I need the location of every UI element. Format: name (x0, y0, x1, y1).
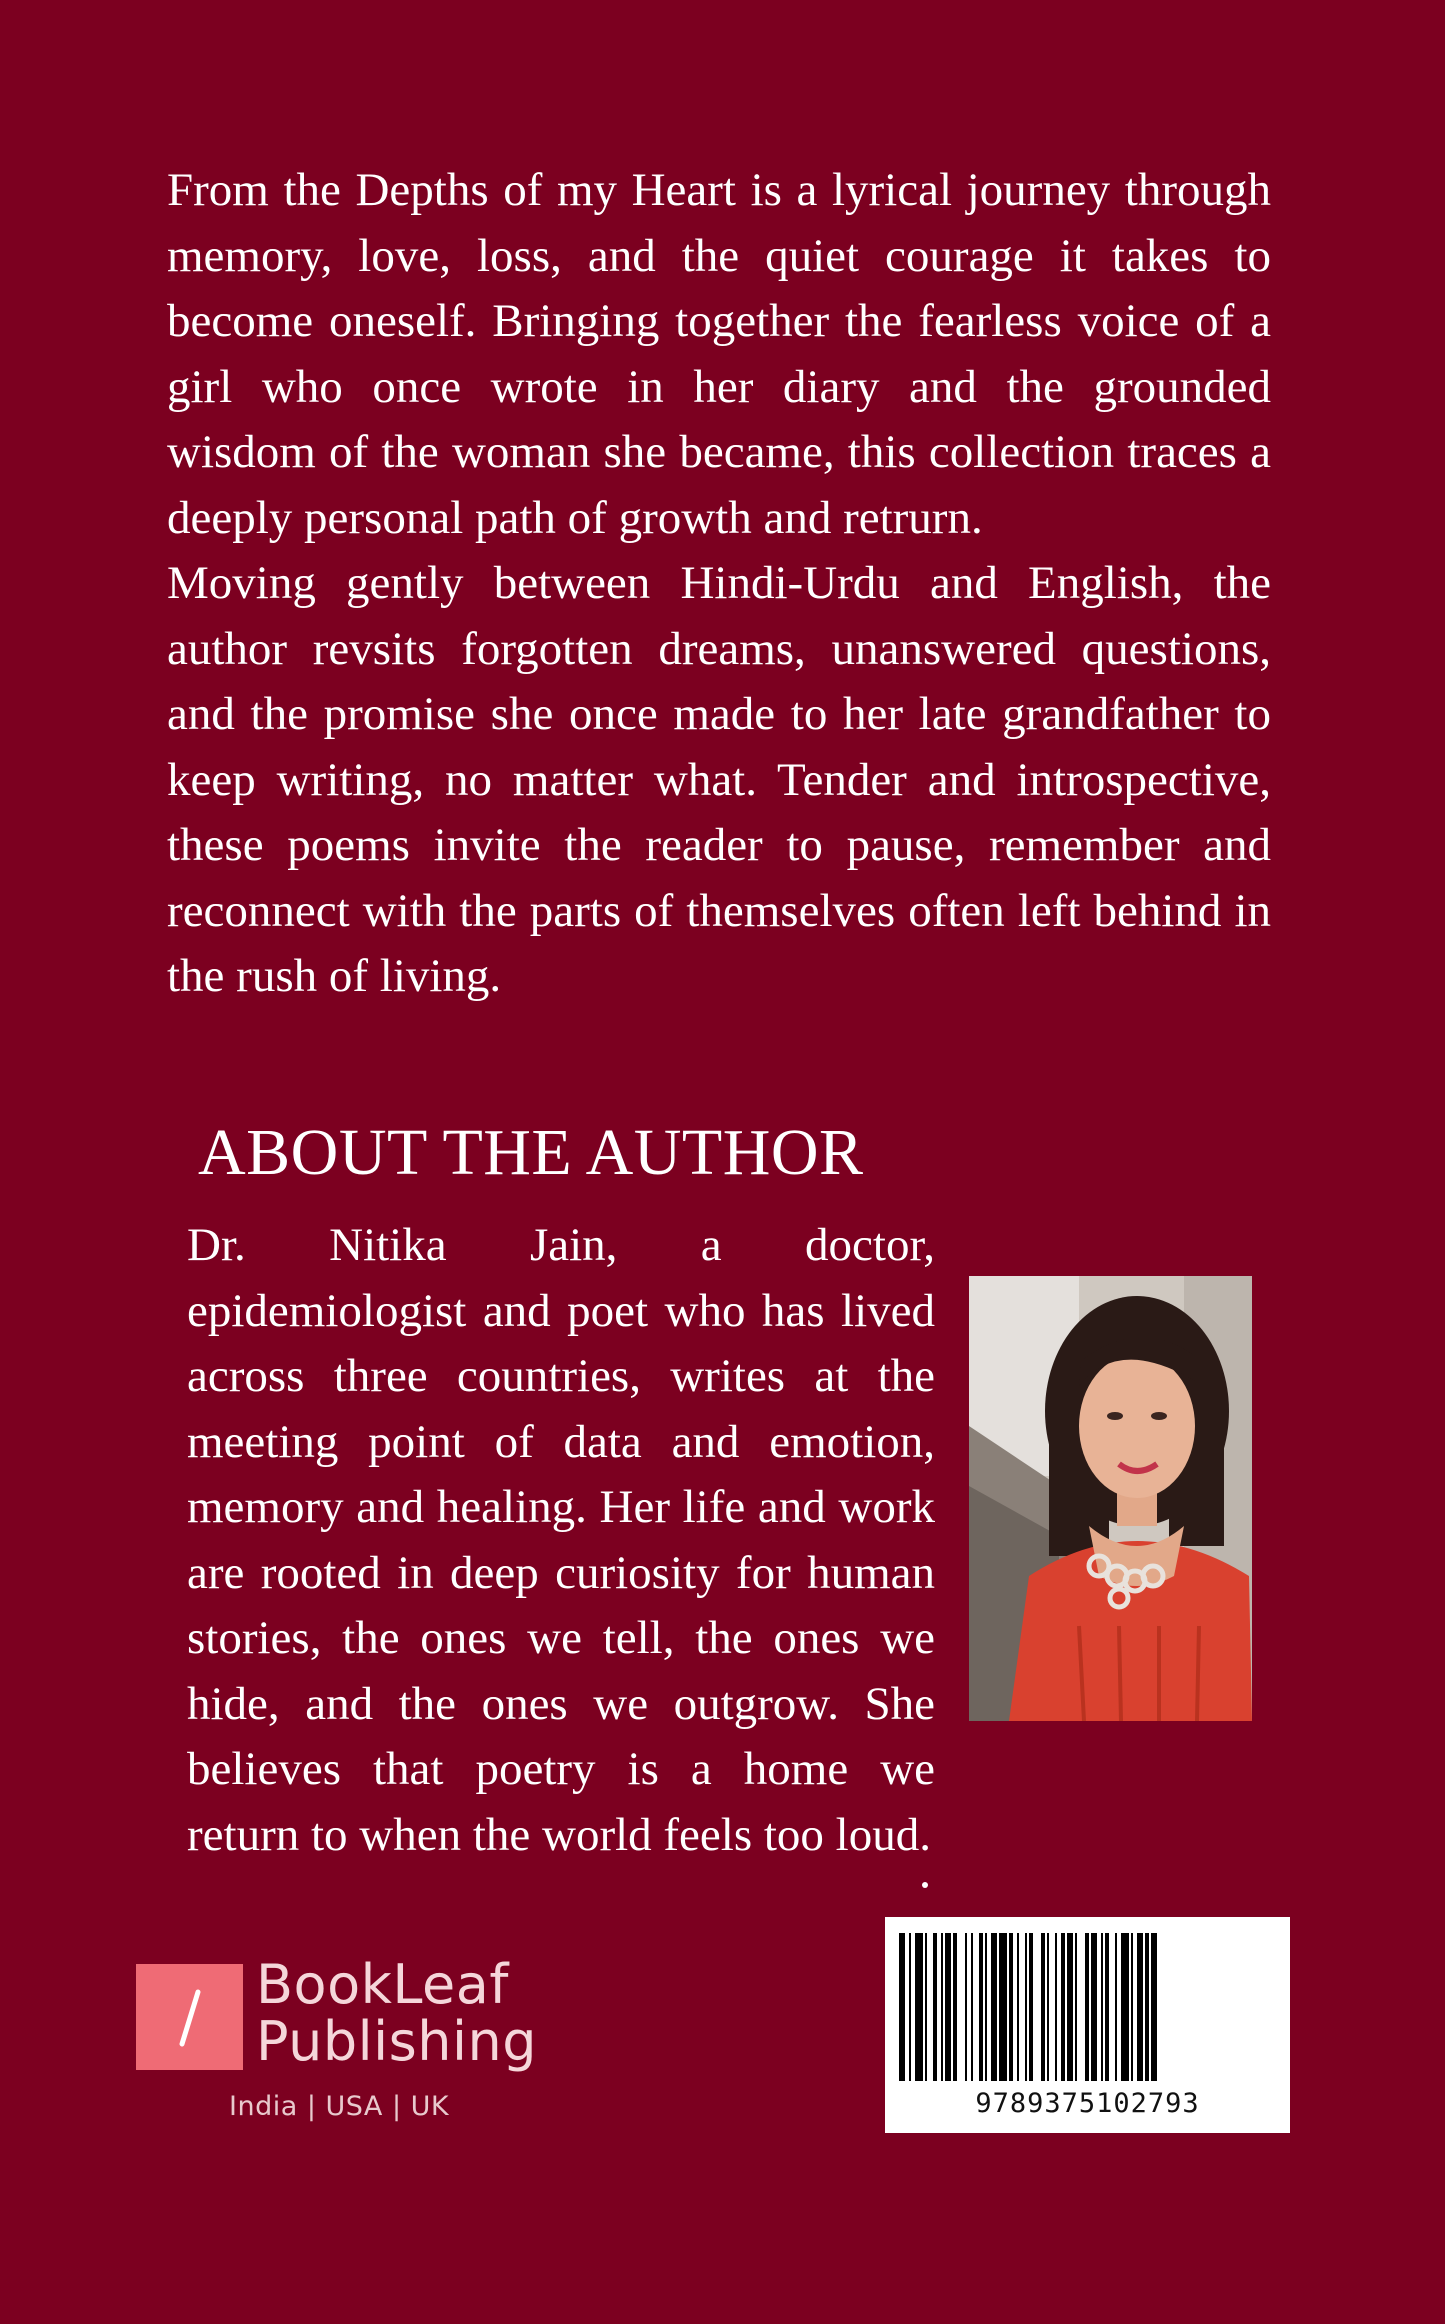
blurb-paragraph-2: Moving gently between Hindi-Urdu and English, the author revsits forgotten dreams, unanswered questions, and the promise she once made to her late grandfather to keep writing, no matter what. Tender and introspective, these poems invite the reader to pause, remember and reconnect with the parts of themselves often left behind in the rush of living. (167, 557, 1271, 1002)
barcode-bar (1085, 1933, 1089, 2081)
barcode-bar (1105, 1933, 1109, 2081)
publisher-name-line-1: BookLeaf (256, 1953, 509, 2016)
isbn-barcode (885, 1917, 1290, 2133)
barcode-bar (985, 1933, 987, 2081)
bookleaf-logo-mark (136, 1964, 243, 2070)
barcode-bar (1025, 1933, 1027, 2081)
barcode-bar (899, 1933, 905, 2081)
barcode-bar (933, 1933, 937, 2081)
back-cover-blurb (167, 158, 1271, 1010)
barcode-bar (1101, 1933, 1103, 2081)
barcode-bar (1145, 1933, 1149, 2081)
barcode-bar (1017, 1933, 1019, 2081)
author-portrait-illustration (969, 1276, 1252, 1721)
isbn-number: 9789375102793 (975, 2088, 1200, 2119)
period-mark (922, 1882, 928, 1888)
barcode-bar (1121, 1933, 1129, 2081)
barcode-bar (1067, 1933, 1073, 2081)
barcode-bar (945, 1933, 951, 2081)
barcode-bar (953, 1933, 957, 2081)
barcode-bar (1009, 1933, 1013, 2081)
barcode-bar (1029, 1933, 1033, 2081)
barcode-bar (1131, 1933, 1133, 2081)
barcode-bar (979, 1933, 983, 2081)
slash-icon (136, 1964, 243, 2070)
author-photo (969, 1276, 1252, 1721)
barcode-bar (999, 1933, 1007, 2081)
barcode-bar (965, 1933, 967, 2081)
barcode-bar (1041, 1933, 1045, 2081)
barcode-bar (971, 1933, 973, 2081)
barcode-bar (915, 1933, 923, 2081)
barcode-bar (1115, 1933, 1117, 2081)
about-author-heading: ABOUT THE AUTHOR (198, 1116, 864, 1189)
barcode-bar (1137, 1933, 1143, 2081)
barcode-bar (925, 1933, 927, 2081)
barcode-bar (1091, 1933, 1097, 2081)
barcode-bar (1055, 1933, 1057, 2081)
barcode-bar (1061, 1933, 1065, 2081)
barcode-bar (991, 1933, 997, 2081)
barcode-bar (1075, 1933, 1077, 2081)
barcode-bar (941, 1933, 943, 2081)
barcode-bar (1151, 1933, 1157, 2081)
publisher-name-line-2: Publishing (256, 2010, 537, 2073)
barcode-bars (885, 1917, 1290, 2087)
blurb-paragraph-1: From the Depths of my Heart is a lyrical journey through memory, love, loss, and the quiet courage it takes to become oneself. Bringing together the fearless voice of a girl who once wrote in her diary and the grounded wisdom of the woman she became, this collection traces a deeply personal path of growth and retrurn. (167, 164, 1271, 544)
publisher-countries: India | USA | UK (229, 2091, 450, 2122)
barcode-bar (1047, 1933, 1049, 2081)
barcode-bar (909, 1933, 911, 2081)
publisher-name (256, 1953, 537, 2073)
author-bio: Dr. Nitika Jain, a doctor, epidemiologist and poet who has lived across three countries, writes at the meeting point of data and emotion, memory and healing. Her life and work are rooted in deep curiosity for human stories, the ones we tell, the ones we hide, and the ones we outgrow. She believes that poetry is a home we return to when the world feels too loud. (187, 1219, 935, 1861)
